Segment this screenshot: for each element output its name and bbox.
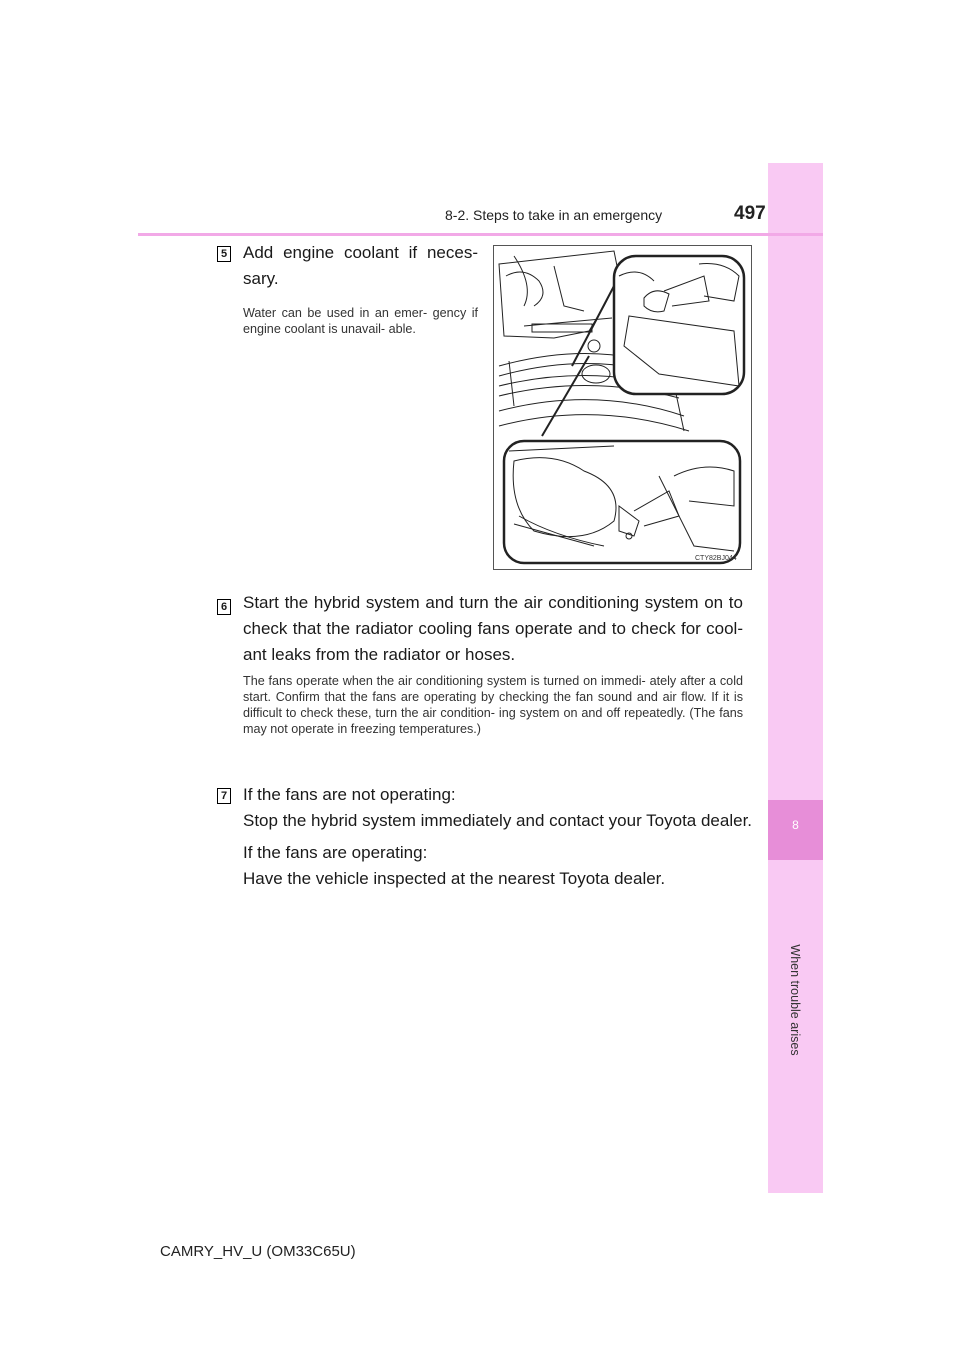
step-5-line-2: sary. xyxy=(243,269,279,288)
engine-bay-drawing xyxy=(494,246,751,569)
section-title: 8-2. Steps to take in an emergency xyxy=(445,207,663,223)
step-5-line-1: Add engine coolant if neces- xyxy=(243,243,478,262)
step-7-case1-text: Stop the hybrid system immediately and contact your Toyota dealer. xyxy=(243,811,753,830)
step-7-marker: 7 xyxy=(217,788,231,804)
step-6-marker: 6 xyxy=(217,599,231,615)
chapter-title: When trouble arises xyxy=(788,944,802,1056)
document-code: CAMRY_HV_U (OM33C65U) xyxy=(160,1243,356,1260)
step-6-text: Start the hybrid system and turn the air conditioning system on to check that the radiator cooling fans operate and to check for cool- ant leaks from the radiator or hoses. xyxy=(243,593,743,664)
engine-coolant-illustration xyxy=(493,245,752,570)
header-divider xyxy=(138,233,823,236)
step-7-case2-label: If the fans are operating: xyxy=(243,843,428,862)
step-5-note: Water can be used in an emer- gency if engine coolant is unavail- able. xyxy=(243,306,478,336)
step-7-case2-text: Have the vehicle inspected at the nearest Toyota dealer. xyxy=(243,869,666,888)
step-6-note: The fans operate when the air conditioning system is turned on immedi- ately after a cold start. Confirm that the fans are operating by checking the fan sound and air flow. If it is difficult to check these, turn the air condition- ing system on and off repeatedly. (The fans may not operate in freezing temperatures.) xyxy=(243,674,743,736)
step-5-marker: 5 xyxy=(217,246,231,262)
chapter-number: 8 xyxy=(792,818,799,832)
page-number: 497 xyxy=(734,203,766,224)
step-7-case1-label: If the fans are not operating: xyxy=(243,785,456,804)
figure-code: CTY82BJ044 xyxy=(695,555,737,562)
